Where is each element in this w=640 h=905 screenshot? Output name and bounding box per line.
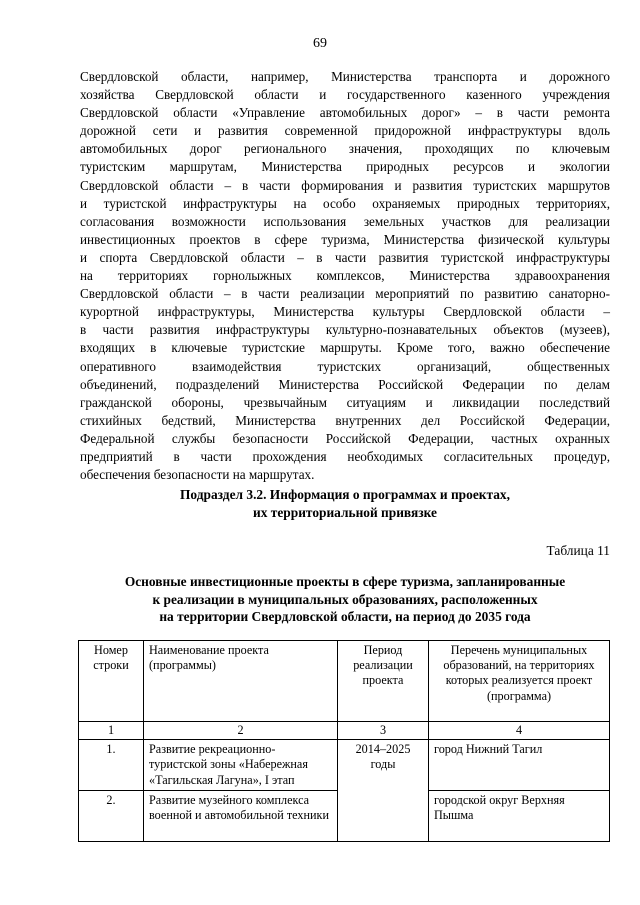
body-line: Свердловской области, например, Министерства транспорта и дорожного (80, 69, 610, 84)
body-line: гражданской обороны, чрезвычайным ситуациям и ликвидации последствий (80, 394, 610, 410)
table-header-row (79, 641, 610, 722)
body-line: предприятий в части прохождения необходимых согласительных процедур, (80, 448, 610, 464)
table-title-line1: Основные инвестиционные проекты в сфере туризма, запланированные (124, 574, 566, 589)
table-title (80, 573, 610, 626)
body-line: хозяйства Свердловской области и государственного казенного учреждения (80, 87, 610, 103)
body-paragraph (80, 68, 610, 484)
body-line: туристским маршрутам, Министерства природных ресурсов и экологии (80, 159, 610, 175)
investment-projects-table (78, 640, 610, 842)
table-title-line2: к реализации в муниципальных образованиях, расположенных (152, 591, 538, 607)
header-row-number: Номер строки (79, 641, 144, 722)
body-line: Федеральной службы безопасности Российской Федерации, частных охранных (80, 430, 610, 446)
project-period: 2014–2025 годы (338, 740, 429, 842)
project-name: Развитие рекреационно-туристской зоны «Набережная «Тагильская Лагуна», I этап (144, 740, 338, 791)
subsection-heading-line2: их территориальной привязке (253, 505, 437, 520)
table-title-line3: на территории Свердловской области, на период до 2035 года (159, 609, 531, 624)
body-line: инвестиционных проектов в сфере туризма, Министерства физической культуры (80, 231, 610, 247)
body-line: Свердловской области – в части реализации мероприятий по развитию санаторно- (80, 286, 610, 302)
body-line: и спорта Свердловской области – в части развития туристской инфраструктуры (80, 249, 610, 265)
table-label: Таблица 11 (546, 543, 610, 558)
column-number: 1 (79, 722, 144, 740)
body-line: входящих в ключевые туристские маршруты. Кроме того, важно обеспечение (80, 340, 610, 356)
body-line: дорожной сети и развития современной придорожной инфраструктуры вдоль (80, 123, 610, 139)
column-number: 2 (144, 722, 338, 740)
column-number-row (79, 722, 610, 740)
subsection-heading (80, 486, 610, 522)
municipality: городской округ Верхняя Пышма (429, 791, 610, 842)
subsection-heading-line1: Подраздел 3.2. Информация о программах и проектах, (180, 487, 510, 502)
header-period: Период реализации проекта (338, 641, 429, 722)
body-line: обеспечения безопасности на маршрутах. (80, 467, 315, 483)
body-line: Свердловской области – в части формирования и развития туристских маршрутов (80, 177, 610, 193)
header-municipalities: Перечень муниципальных образований, на территориях которых реализуется проект (программа) (429, 641, 610, 722)
project-name: Развитие музейного комплекса военной и автомобильной техники (144, 791, 338, 842)
header-project-name: Наименование проекта (программы) (144, 641, 338, 722)
body-line: курортной инфраструктуры, Министерства культуры Свердловской области – (80, 304, 610, 320)
column-number: 4 (429, 722, 610, 740)
body-line: стихийных бедствий, Министерства внутренних дел Российской Федерации, (80, 412, 610, 428)
table-row (79, 740, 610, 791)
page-number: 69 (313, 36, 327, 51)
body-line: на территориях горнолыжных комплексов, Министерства здравоохранения (80, 268, 610, 284)
row-number: 2. (79, 791, 144, 842)
body-line: и туристской инфраструктуры на особо охраняемых природных территориях, (80, 195, 610, 211)
body-line: Свердловской области «Управление автомобильных дорог» – в части ремонта (80, 105, 610, 121)
body-line: в части развития инфраструктуры культурно-познавательных объектов (музеев), (80, 322, 610, 338)
municipality: город Нижний Тагил (429, 740, 610, 791)
body-line: оперативного взаимодействия туристских организаций, общественных (80, 358, 610, 374)
row-number: 1. (79, 740, 144, 791)
body-line: объединений, подразделений Министерства Российской Федерации по делам (80, 376, 610, 392)
body-line: автомобильных дорог регионального значения, проходящих по ключевым (80, 141, 610, 157)
column-number: 3 (338, 722, 429, 740)
body-line: согласования возможности использования земельных участков для реализации (80, 213, 610, 229)
